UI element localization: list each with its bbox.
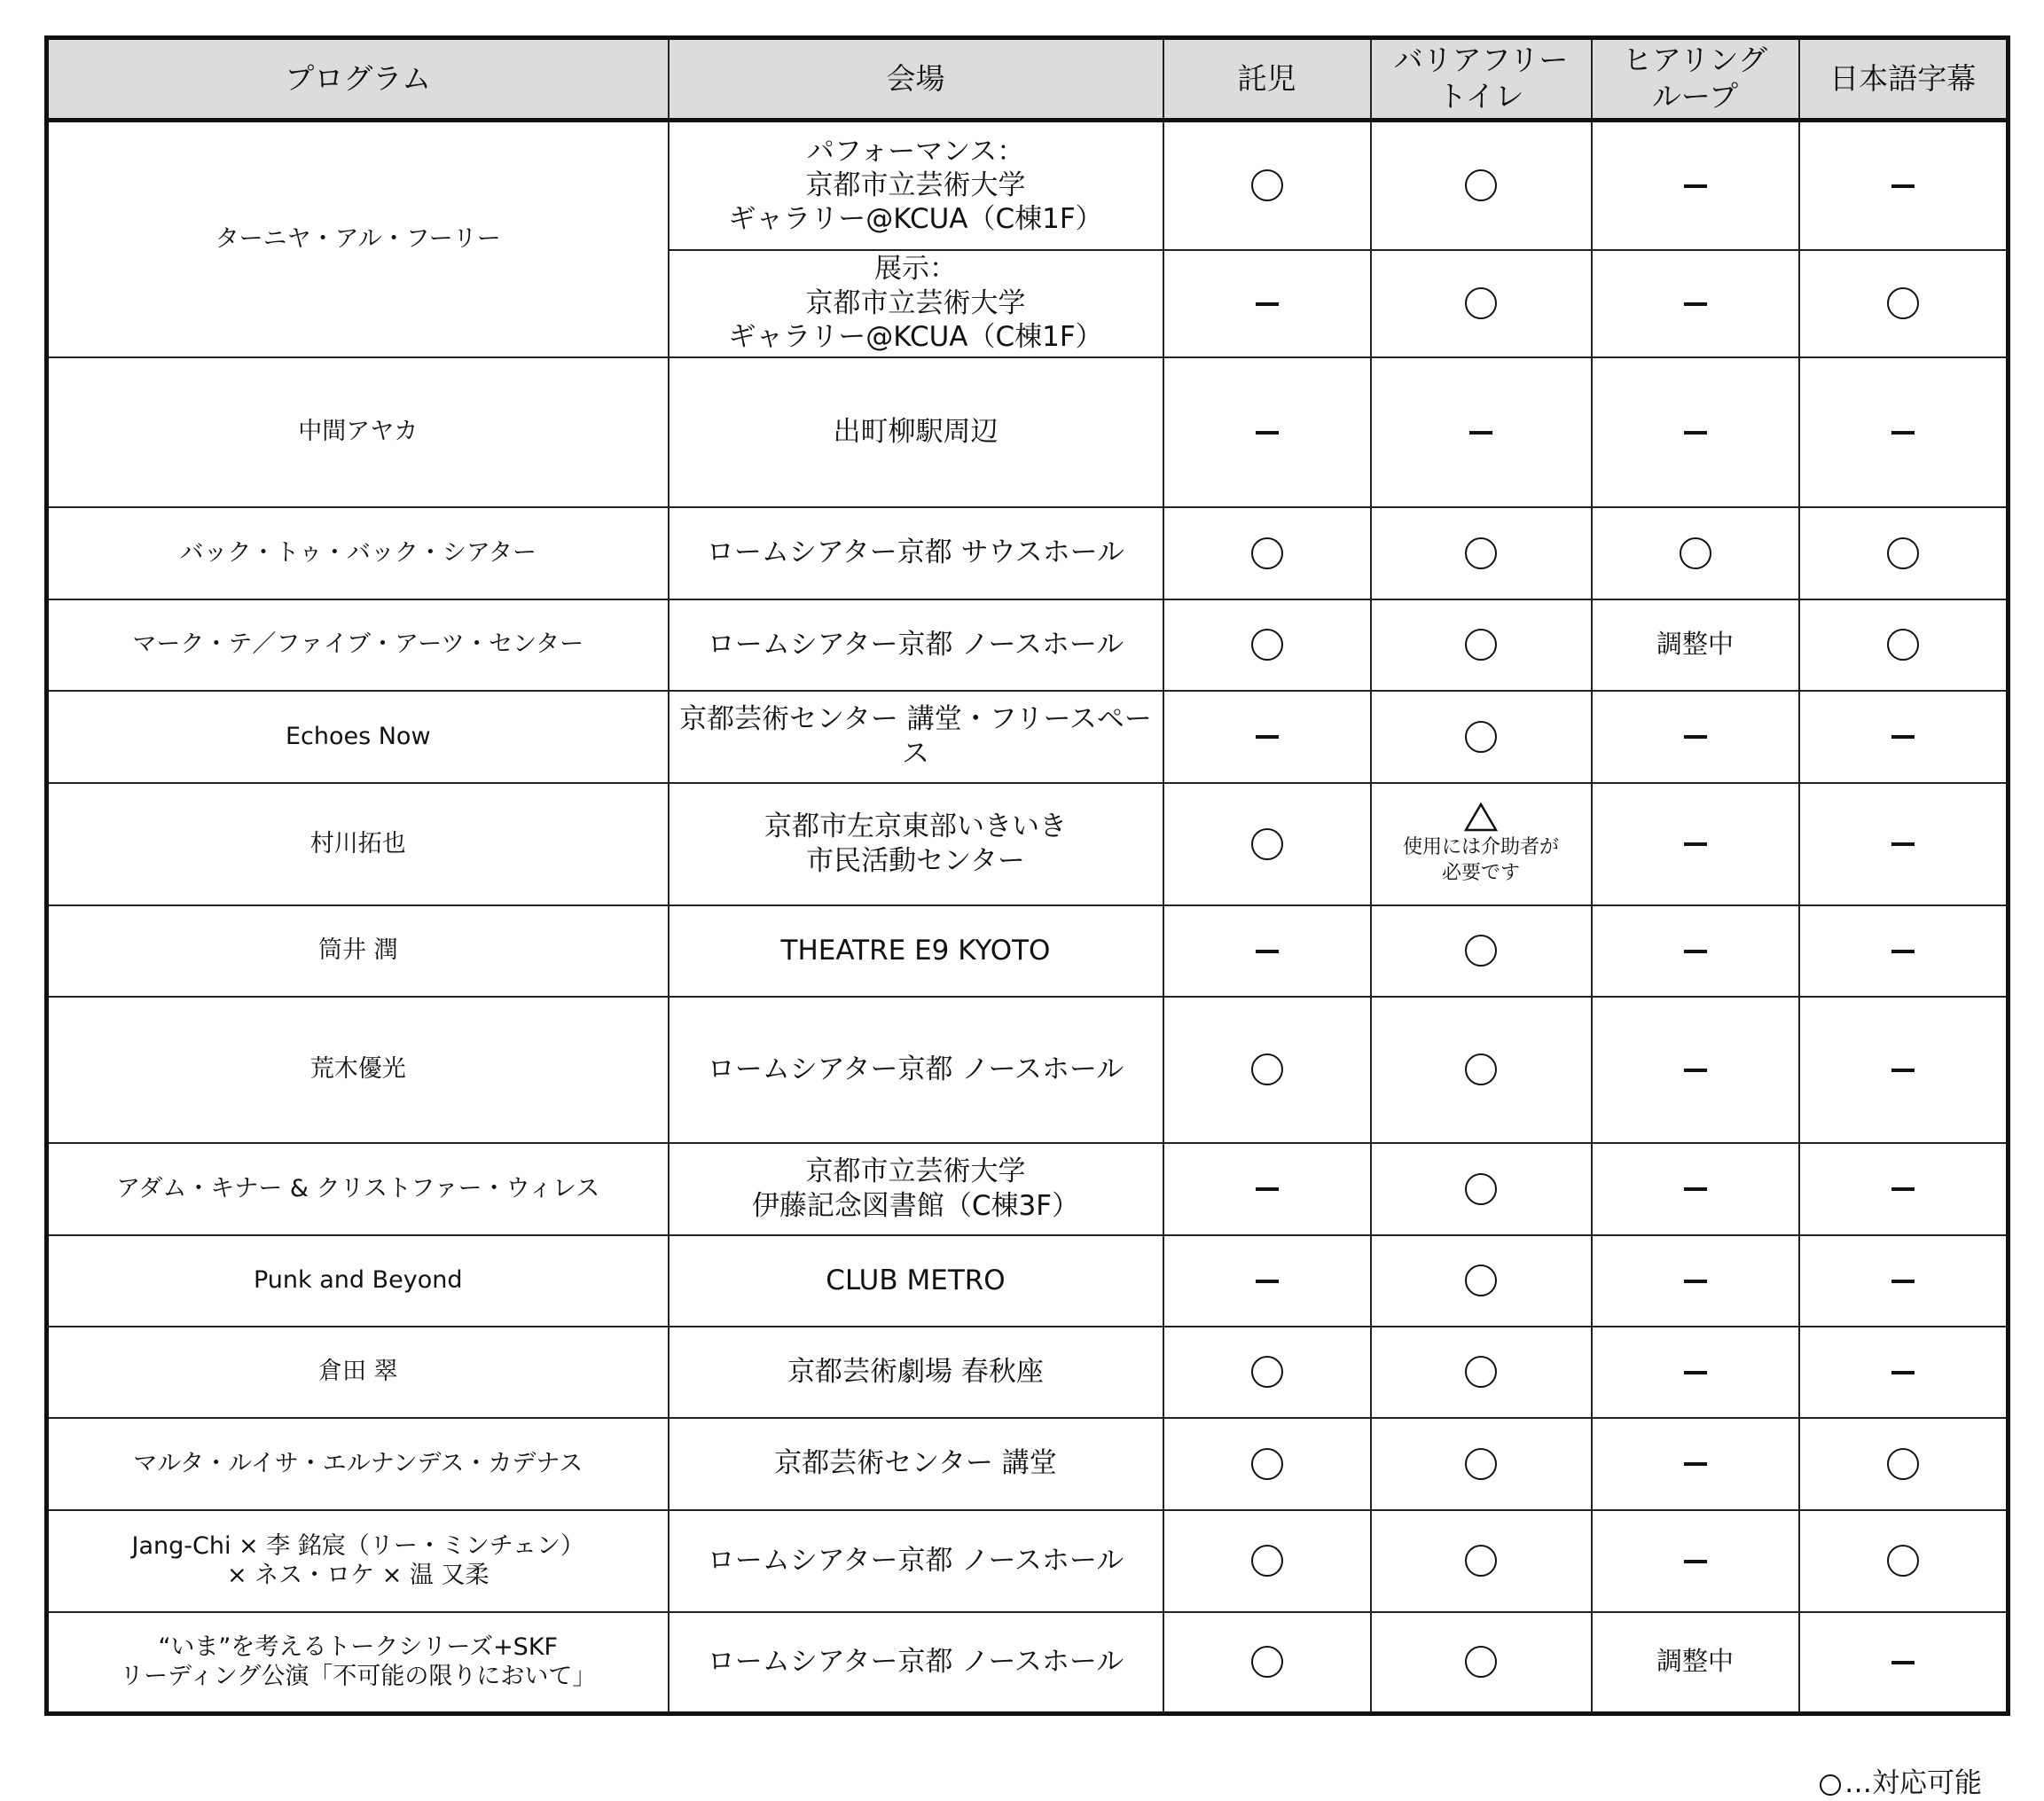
toilet-note: 使用には介助者が 必要です (1402, 835, 1559, 884)
subtitles-cell (1799, 1143, 2009, 1235)
hearing-loop-cell (1592, 1235, 1799, 1327)
table-row (47, 357, 2009, 507)
status-text: 調整中 (1656, 629, 1734, 660)
toilet-cell (1371, 1143, 1592, 1235)
dash-icon (1684, 302, 1707, 306)
dash-icon (1684, 1280, 1707, 1283)
program-cell: 荒木優光 (47, 997, 669, 1143)
header-hearing-loop: ヒアリング ループ (1592, 38, 1799, 121)
childcare-cell (1163, 121, 1371, 250)
dash-icon (1891, 735, 1915, 739)
childcare-cell (1163, 1235, 1371, 1327)
dash-icon (1469, 431, 1492, 435)
toilet-cell (1371, 1235, 1592, 1327)
venue-cell: 京都芸術センター 講堂・フリースペー ス (669, 691, 1163, 783)
header-childcare: 託児 (1163, 38, 1371, 121)
venue-cell: 京都市立芸術大学 伊藤記念図書館（C棟3F） (669, 1143, 1163, 1235)
header-row (47, 38, 2009, 121)
circle-icon (1465, 169, 1497, 201)
circle-icon (1887, 287, 1919, 319)
subtitles-cell (1799, 1418, 2009, 1510)
circle-icon (1465, 1173, 1497, 1205)
dash-icon (1891, 1187, 1915, 1191)
table-row (47, 997, 2009, 1143)
childcare-cell (1163, 599, 1371, 691)
circle-icon (1251, 1053, 1283, 1085)
dash-icon (1891, 184, 1915, 188)
toilet-cell (1371, 1418, 1592, 1510)
childcare-cell (1163, 250, 1371, 357)
hearing-loop-cell (1592, 783, 1799, 905)
circle-icon (1465, 629, 1497, 661)
header-venue: 会場 (669, 38, 1163, 121)
header-program: プログラム (47, 38, 669, 121)
legend (1820, 1760, 1982, 1800)
dash-icon (1684, 431, 1707, 435)
circle-icon (1251, 629, 1283, 661)
toilet-cell (1371, 1510, 1592, 1612)
program-cell: バック・トゥ・バック・シアター (47, 507, 669, 599)
dash-icon (1256, 1280, 1279, 1283)
toilet-cell (1371, 783, 1592, 905)
circle-icon (1887, 537, 1919, 569)
table-row (47, 507, 2009, 599)
circle-icon (1465, 1448, 1497, 1480)
table-row (47, 1327, 2009, 1418)
hearing-loop-cell (1592, 1143, 1799, 1235)
dash-icon (1256, 950, 1279, 953)
hearing-loop-cell (1592, 691, 1799, 783)
venue-cell: 京都芸術劇場 春秋座 (669, 1327, 1163, 1418)
toilet-cell (1371, 1612, 1592, 1714)
subtitles-cell (1799, 357, 2009, 507)
toilet-cell (1371, 1327, 1592, 1418)
childcare-cell (1163, 1418, 1371, 1510)
toilet-cell (1371, 121, 1592, 250)
circle-icon (1465, 1545, 1497, 1577)
venue-cell: ロームシアター京都 ノースホール (669, 997, 1163, 1143)
venue-cell: ロームシアター京都 ノースホール (669, 1612, 1163, 1714)
venue-cell: ロームシアター京都 ノースホール (669, 599, 1163, 691)
table-row (47, 1418, 2009, 1510)
legend-text: …対応可能 (1844, 1767, 1982, 1799)
dash-icon (1891, 431, 1915, 435)
childcare-cell (1163, 1510, 1371, 1612)
circle-icon (1465, 287, 1497, 319)
dash-icon (1891, 1371, 1915, 1374)
triangle-icon (1464, 802, 1498, 832)
program-cell: 筒井 潤 (47, 905, 669, 997)
hearing-loop-cell (1592, 250, 1799, 357)
subtitles-cell (1799, 1235, 2009, 1327)
program-cell: Echoes Now (47, 691, 669, 783)
dash-icon (1684, 735, 1707, 739)
program-cell: マーク・テ／ファイブ・アーツ・センター (47, 599, 669, 691)
circle-icon (1465, 1265, 1497, 1296)
dash-icon (1256, 735, 1279, 739)
toilet-cell (1371, 997, 1592, 1143)
dash-icon (1684, 184, 1707, 188)
subtitles-cell (1799, 599, 2009, 691)
subtitles-cell (1799, 121, 2009, 250)
accessibility-table (44, 35, 2010, 1716)
table-row (47, 599, 2009, 691)
circle-icon (1820, 1774, 1841, 1796)
circle-icon (1251, 169, 1283, 201)
subtitles-cell (1799, 1612, 2009, 1714)
circle-icon (1251, 1448, 1283, 1480)
childcare-cell (1163, 905, 1371, 997)
dash-icon (1684, 1069, 1707, 1072)
subtitles-cell (1799, 691, 2009, 783)
program-cell: 倉田 翠 (47, 1327, 669, 1418)
circle-icon (1251, 828, 1283, 860)
header-japanese-subtitles: 日本語字幕 (1799, 38, 2009, 121)
subtitles-cell (1799, 997, 2009, 1143)
table-row (47, 783, 2009, 905)
program-cell: マルタ・ルイサ・エルナンデス・カデナス (47, 1418, 669, 1510)
dash-icon (1684, 1187, 1707, 1191)
venue-cell: パフォーマンス： 京都市立芸術大学 ギャラリー@KCUA（C棟1F） (669, 121, 1163, 250)
venue-cell: 京都市左京東部いきいき 市民活動センター (669, 783, 1163, 905)
childcare-cell (1163, 1612, 1371, 1714)
program-cell: 村川拓也 (47, 783, 669, 905)
circle-icon (1251, 1545, 1283, 1577)
dash-icon (1684, 842, 1707, 846)
childcare-cell (1163, 507, 1371, 599)
circle-icon (1680, 537, 1711, 569)
dash-icon (1684, 950, 1707, 953)
dash-icon (1684, 1560, 1707, 1563)
hearing-loop-cell (1592, 1510, 1799, 1612)
subtitles-cell (1799, 783, 2009, 905)
childcare-cell (1163, 1143, 1371, 1235)
hearing-loop-cell (1592, 121, 1799, 250)
table-row (47, 1235, 2009, 1327)
subtitles-cell (1799, 507, 2009, 599)
childcare-cell (1163, 1327, 1371, 1418)
toilet-cell (1371, 250, 1592, 357)
toilet-cell (1371, 599, 1592, 691)
circle-icon (1465, 1053, 1497, 1085)
program-cell: アダム・キナー & クリストファー・ウィレス (47, 1143, 669, 1235)
dash-icon (1684, 1462, 1707, 1466)
table-row (47, 121, 2009, 250)
venue-cell: CLUB METRO (669, 1235, 1163, 1327)
dash-icon (1256, 431, 1279, 435)
subtitles-cell (1799, 1510, 2009, 1612)
program-cell: ターニヤ・アル・フーリー (47, 121, 669, 357)
toilet-cell (1371, 691, 1592, 783)
venue-cell: 京都芸術センター 講堂 (669, 1418, 1163, 1510)
dash-icon (1891, 1069, 1915, 1072)
hearing-loop-cell (1592, 1418, 1799, 1510)
venue-cell: 出町柳駅周辺 (669, 357, 1163, 507)
table-row (47, 1143, 2009, 1235)
childcare-cell (1163, 783, 1371, 905)
hearing-loop-cell (1592, 507, 1799, 599)
subtitles-cell (1799, 905, 2009, 997)
circle-icon (1251, 1646, 1283, 1678)
circle-icon (1887, 1545, 1919, 1577)
circle-icon (1465, 1356, 1497, 1388)
program-cell: 中間アヤカ (47, 357, 669, 507)
toilet-cell (1371, 357, 1592, 507)
hearing-loop-cell (1592, 1327, 1799, 1418)
hearing-loop-cell (1592, 997, 1799, 1143)
circle-icon (1251, 537, 1283, 569)
subtitles-cell (1799, 250, 2009, 357)
hearing-loop-cell (1592, 357, 1799, 507)
dash-icon (1891, 1661, 1915, 1664)
childcare-cell (1163, 357, 1371, 507)
circle-icon (1465, 537, 1497, 569)
dash-icon (1891, 842, 1915, 846)
program-cell: Jang-Chi × 李 銘宸（リー・ミンチェン） × ネス・ロケ × 温 又柔 (47, 1510, 669, 1612)
venue-cell: THEATRE E9 KYOTO (669, 905, 1163, 997)
circle-icon (1465, 935, 1497, 967)
childcare-cell (1163, 997, 1371, 1143)
hearing-loop-cell (1592, 905, 1799, 997)
circle-icon (1251, 1356, 1283, 1388)
dash-icon (1256, 302, 1279, 306)
dash-icon (1891, 950, 1915, 953)
hearing-loop-cell (1592, 599, 1799, 691)
table-row (47, 905, 2009, 997)
dash-icon (1684, 1371, 1707, 1374)
venue-cell: 展示： 京都市立芸術大学 ギャラリー@KCUA（C棟1F） (669, 250, 1163, 357)
toilet-cell (1371, 507, 1592, 599)
circle-icon (1887, 1448, 1919, 1480)
toilet-cell (1371, 905, 1592, 997)
status-text: 調整中 (1656, 1646, 1734, 1677)
circle-icon (1465, 1646, 1497, 1678)
dash-icon (1256, 1187, 1279, 1191)
dash-icon (1891, 1280, 1915, 1283)
hearing-loop-cell (1592, 1612, 1799, 1714)
childcare-cell (1163, 691, 1371, 783)
program-cell: “いま”を考えるトークシリーズ+SKF リーディング公演「不可能の限りにおいて」 (47, 1612, 669, 1714)
program-cell: Punk and Beyond (47, 1235, 669, 1327)
venue-cell: ロームシアター京都 ノースホール (669, 1510, 1163, 1612)
circle-icon (1465, 721, 1497, 753)
table-row (47, 1510, 2009, 1612)
circle-icon (1887, 629, 1919, 661)
subtitles-cell (1799, 1327, 2009, 1418)
table-row (47, 691, 2009, 783)
header-barrier-free-toilet: バリアフリー トイレ (1371, 38, 1592, 121)
venue-cell: ロームシアター京都 サウスホール (669, 507, 1163, 599)
table-row (47, 1612, 2009, 1714)
